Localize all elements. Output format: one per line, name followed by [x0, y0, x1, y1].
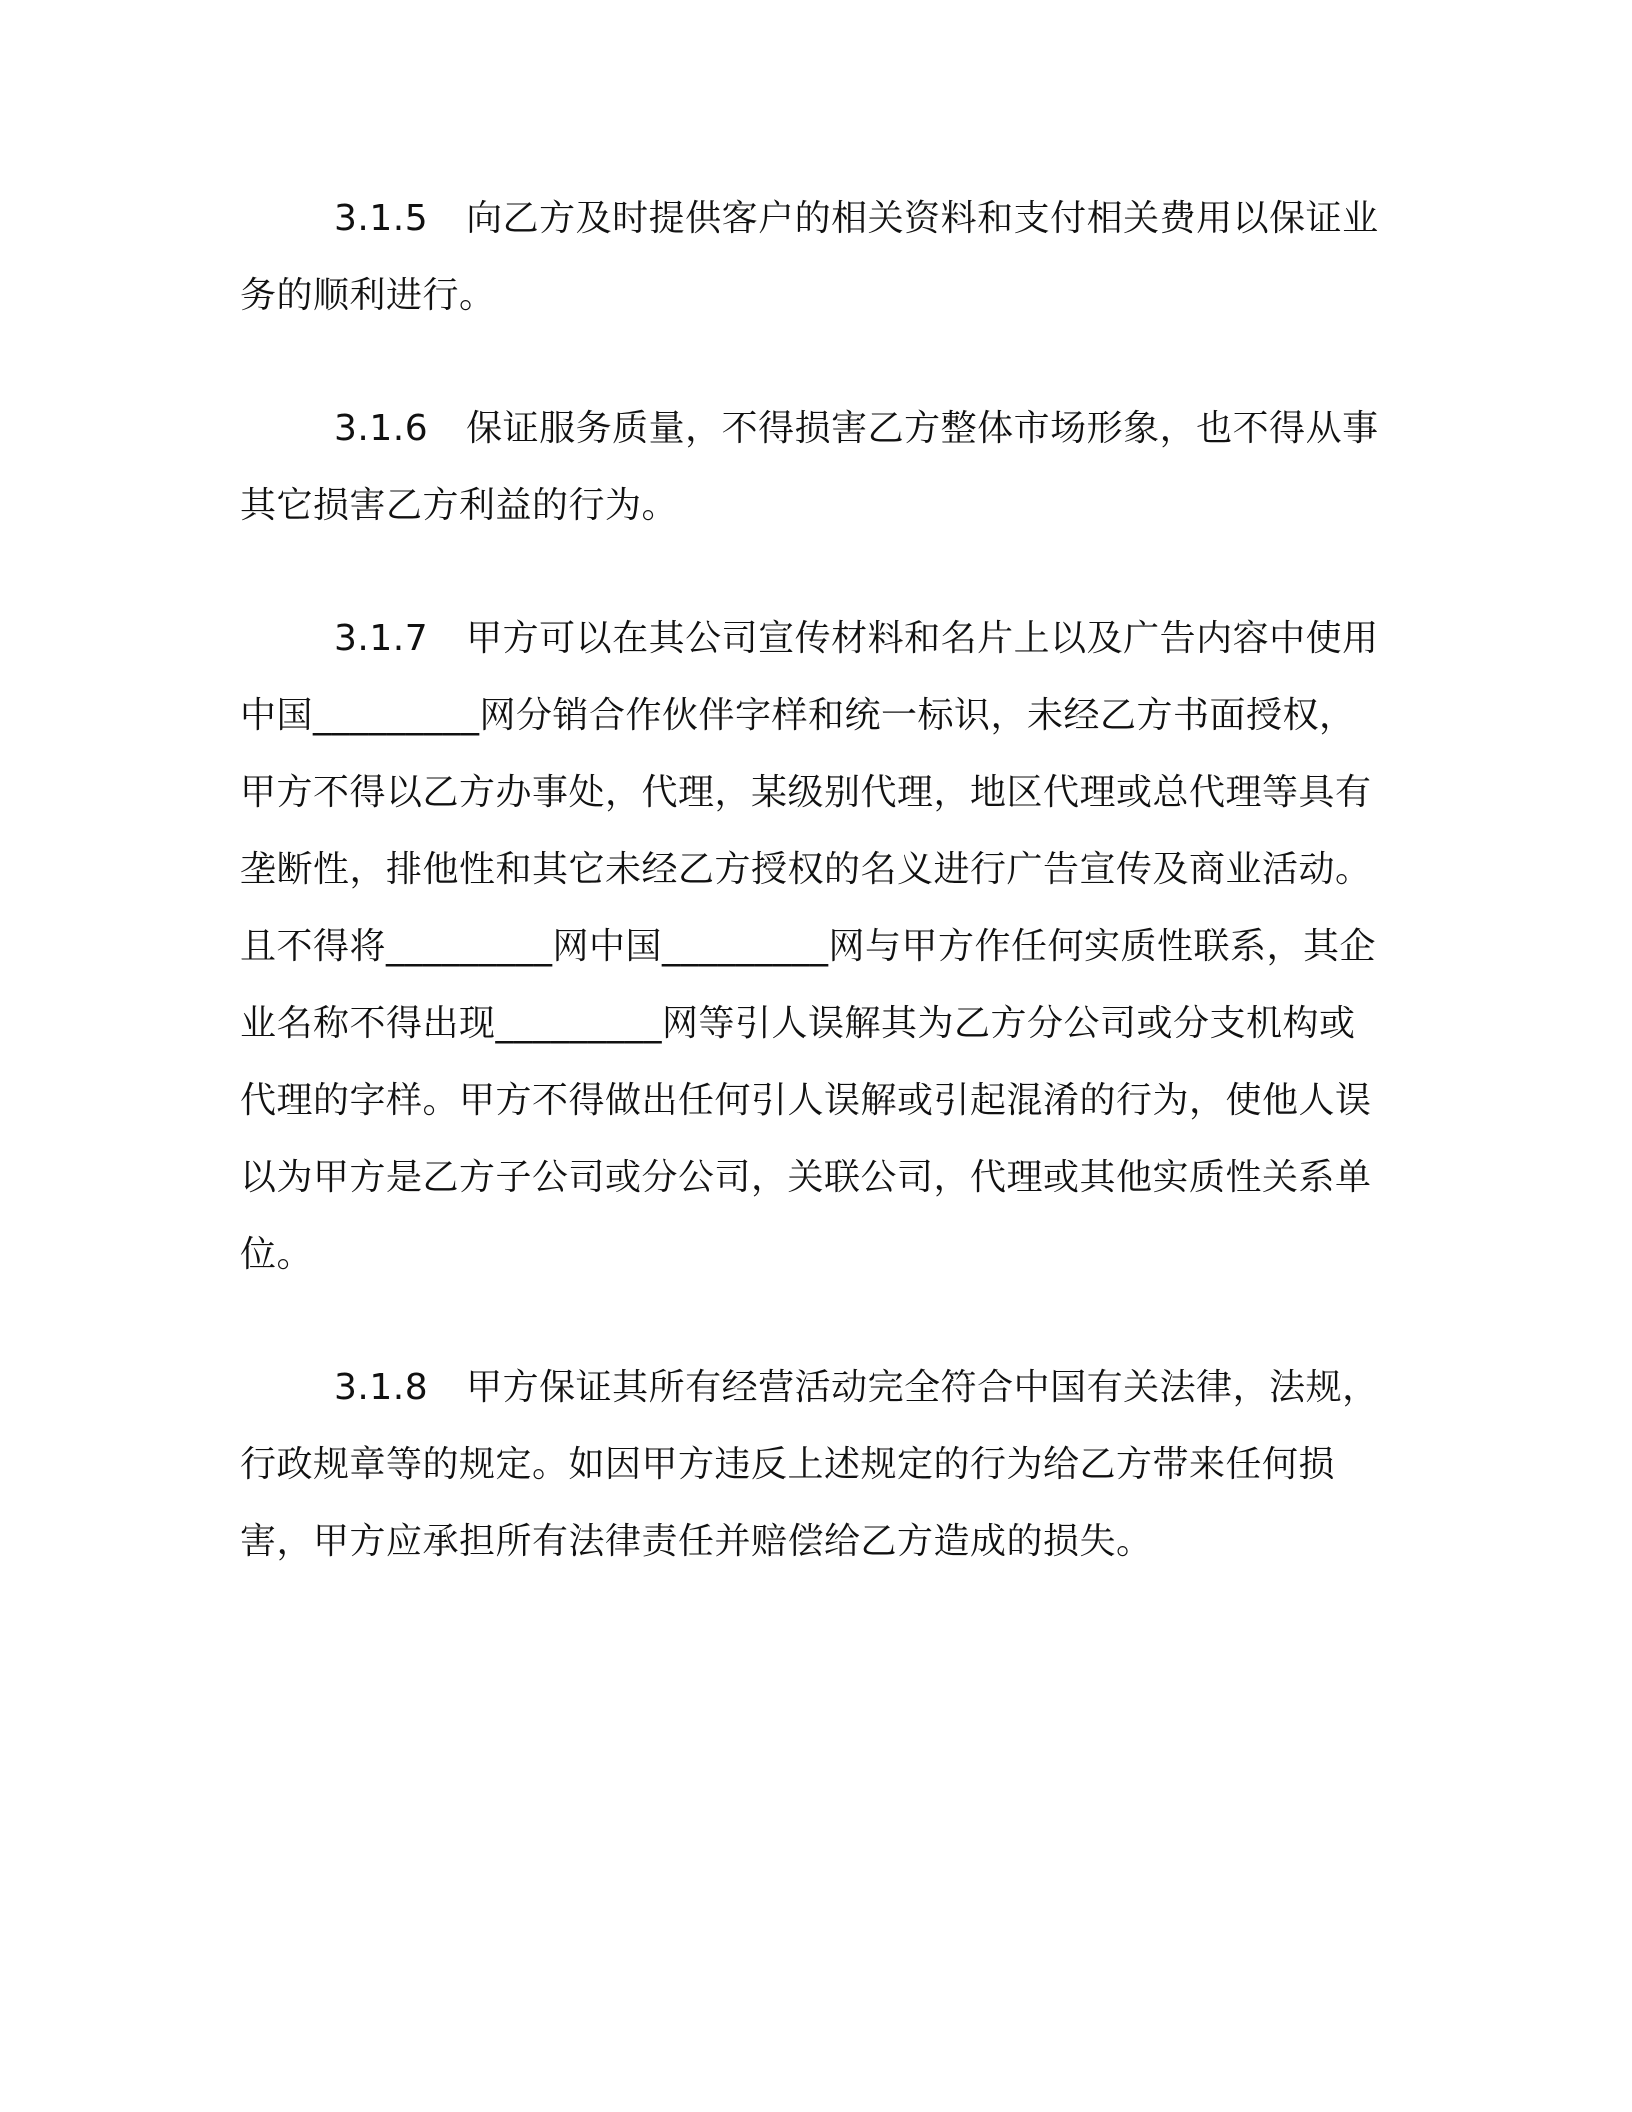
- clause-text: 向乙方及时提供客户的相关资料和支付相关费用以保证业务的顺利进行。: [240, 198, 1379, 316]
- clause-3-1-6: [240, 390, 1380, 544]
- clause-number: 3.1.5: [334, 198, 429, 239]
- clause-3-1-8: [240, 1349, 1380, 1580]
- clause-number: 3.1.8: [334, 1367, 429, 1408]
- clause-3-1-7: [240, 600, 1380, 1293]
- clause-number: 3.1.6: [334, 408, 429, 449]
- clause-number: 3.1.7: [334, 618, 429, 659]
- clause-text: 保证服务质量，不得损害乙方整体市场形象，也不得从事其它损害乙方利益的行为。: [240, 408, 1379, 526]
- clause-3-1-5: [240, 180, 1380, 334]
- document-body: [240, 180, 1380, 1636]
- clause-text: 甲方保证其所有经营活动完全符合中国有关法律，法规，行政规章等的规定。如因甲方违反上述规定的行为给乙方带来任何损害，甲方应承担所有法律责任并赔偿给乙方造成的损失。: [240, 1367, 1379, 1562]
- clause-text: 甲方可以在其公司宣传材料和名片上以及广告内容中使用中国_________网分销合作伙伴字样和统一标识，未经乙方书面授权，甲方不得以乙方办事处，代理，某级别代理，地区代理或总代理等具有垄断性，排他性和其它未经乙方授权的名义进行广告宣传及商业活动。且不得将_________网中国_________网与甲方作任何实质性联系，其企业名称不得出现_________网等引人误解其为乙方分公司或分支机构或代理的字样。甲方不得做出任何引人误解或引起混淆的行为，使他人误以为甲方是乙方子公司或分公司，关联公司，代理或其他实质性关系单位。: [240, 618, 1379, 1275]
